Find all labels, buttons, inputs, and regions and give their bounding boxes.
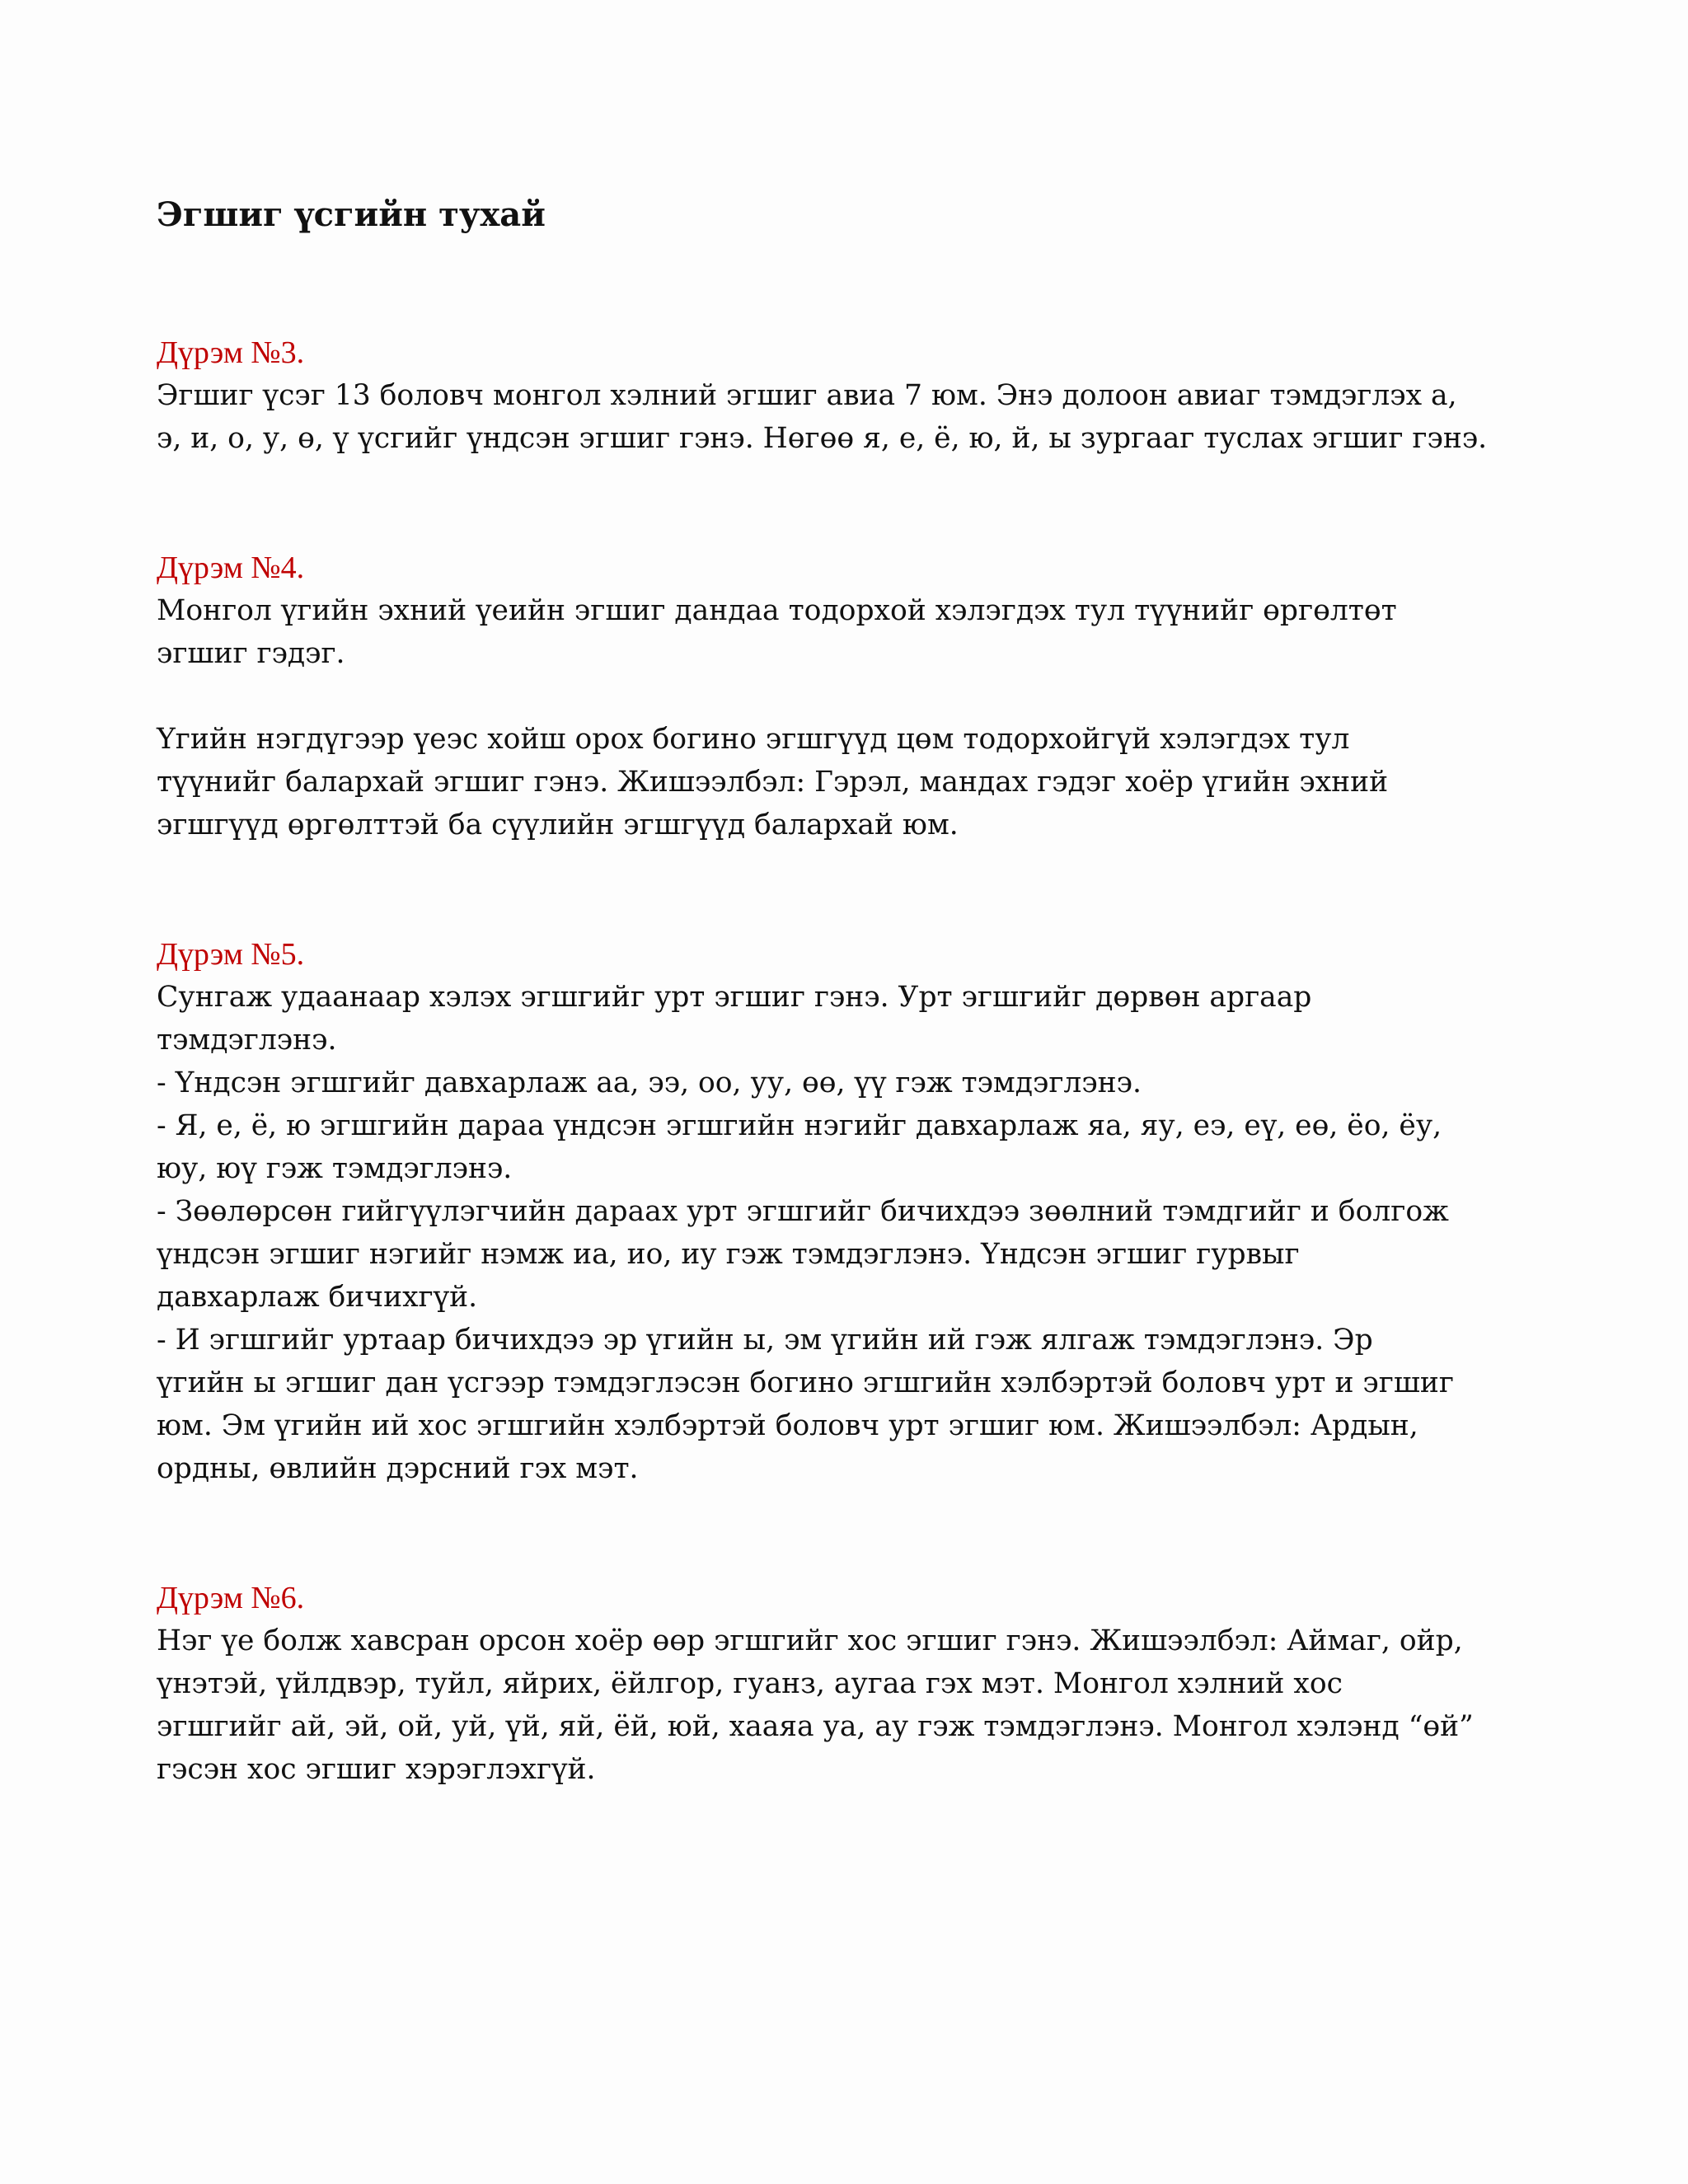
text-line: Монгол үгийн эхний үеийн эгшиг дандаа тодорхой хэлэгдэх тул түүнийг өргөлтөт (157, 594, 1397, 627)
rule-paragraph (157, 718, 1541, 846)
rule-heading: Дүрэм №4. (157, 551, 305, 585)
rule-heading: Дүрэм №6. (157, 1581, 305, 1615)
list-item: - И эгшгийг уртаар бичихдээ эр үгийн ы, эм үгийн ий гэж ялгаж тэмдэглэнэ. Эр (157, 1324, 1373, 1357)
text-line: гэсэн хос эгшиг хэрэглэхгүй. (157, 1753, 596, 1786)
text-line: үнэтэй, үйлдвэр, туйл, яйрих, ёйлгор, гуанз, аугаа гэх мэт. Монгол хэлний хос (157, 1667, 1343, 1700)
document-page (157, 190, 1541, 1791)
text-line: үгийн ы эгшиг дан үсгээр тэмдэглэсэн богино эгшгийн хэлбэртэй боловч урт и эгшиг (157, 1366, 1454, 1399)
list-item: - Зөөлөрсөн гийгүүлэгчийн дараах урт эгшгийг бичихдээ зөөлний тэмдгийг и болгож (157, 1195, 1449, 1228)
rule-section-6 (157, 1577, 1541, 1791)
text-line: юу, юү гэж тэмдэглэнэ. (157, 1152, 513, 1185)
rule-paragraph (157, 976, 1541, 1490)
text-line: эгшгийг ай, эй, ой, уй, үй, яй, ёй, юй, хааяа уа, ау гэж тэмдэглэнэ. Монгол хэлэнд “өй” (157, 1710, 1474, 1743)
text-line: Үгийн нэгдүгээр үеэс хойш орох богино эгшгүүд цөм тодорхойгүй хэлэгдэх тул (157, 723, 1350, 756)
list-item: - Я, е, ё, ю эгшгийн дараа үндсэн эгшгийн нэгийг давхарлаж яа, яу, еэ, еү, еө, ёо, ёу, (157, 1109, 1442, 1142)
text-line: Эгшиг үсэг 13 боловч монгол хэлний эгшиг авиа 7 юм. Энэ долоон авиаг тэмдэглэх а, (157, 379, 1457, 412)
text-line: ордны, өвлийн дэрсний гэх мэт. (157, 1452, 639, 1485)
rule-heading: Дүрэм №3. (157, 335, 305, 370)
text-line: түүнийг балархай эгшиг гэнэ. Жишээлбэл: Гэрэл, мандах гэдэг хоёр үгийн эхний (157, 766, 1389, 799)
text-line: эгшгүүд өргөлттэй ба сүүлийн эгшгүүд балархай юм. (157, 808, 959, 841)
rule-paragraph (157, 1619, 1541, 1791)
rule-section-5 (157, 933, 1541, 1490)
text-line: эгшиг гэдэг. (157, 637, 345, 670)
text-line: үндсэн эгшиг нэгийг нэмж иа, ио, иу гэж тэмдэглэнэ. Үндсэн эгшиг гурвыг (157, 1238, 1300, 1271)
rule-section-4 (157, 546, 1541, 846)
rule-section-3 (157, 331, 1541, 460)
text-line: юм. Эм үгийн ий хос эгшгийн хэлбэртэй боловч урт эгшиг юм. Жишээлбэл: Ардын, (157, 1409, 1418, 1442)
text-line: Нэг үе болж хавсран орсон хоёр өөр эгшгийг хос эгшиг гэнэ. Жишээлбэл: Аймаг, ойр, (157, 1624, 1463, 1657)
text-line: э, и, о, у, ө, ү үсгийг үндсэн эгшиг гэнэ. Нөгөө я, е, ё, ю, й, ы зургааг туслах эгшиг гэнэ. (157, 422, 1488, 455)
text-line: давхарлаж бичихгүй. (157, 1281, 478, 1314)
text-line: тэмдэглэнэ. (157, 1024, 337, 1057)
rule-paragraph (157, 589, 1541, 675)
section-spacer (157, 846, 1541, 933)
rule-paragraph (157, 374, 1541, 460)
text-line: Сунгаж удаанаар хэлэх эгшгийг урт эгшиг гэнэ. Урт эгшгийг дөрвөн аргаар (157, 981, 1312, 1014)
section-spacer (157, 460, 1541, 546)
rule-heading: Дүрэм №5. (157, 937, 305, 972)
paragraph-spacer (157, 675, 1541, 718)
document-title: Эгшиг үсгийн тухай (157, 195, 546, 234)
section-spacer (157, 1490, 1541, 1577)
list-item: - Үндсэн эгшгийг давхарлаж аа, ээ, оо, уу, өө, үү гэж тэмдэглэнэ. (157, 1066, 1142, 1099)
